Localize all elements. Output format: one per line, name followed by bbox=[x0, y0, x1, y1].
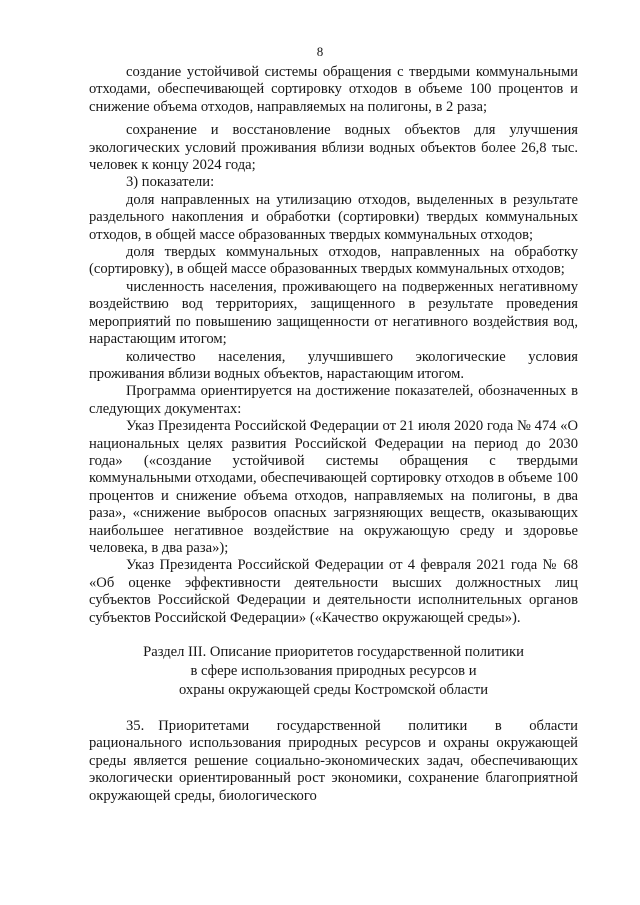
clause-35 bbox=[89, 718, 578, 805]
paragraph-indicators-heading: 3) показатели: bbox=[126, 174, 215, 191]
paragraph-indicator-sorting-share: доля твердых коммунальных отходов, направленных на обработку (сортировку), в общей массе образованных твердых коммунальных отходов; bbox=[89, 244, 578, 278]
section-heading-line-3: охраны окружающей среды Костромской области bbox=[178, 682, 489, 698]
section-heading-line-1: Раздел III. Описание приоритетов государственной политики bbox=[143, 644, 524, 660]
paragraph-indicator-recycling-share: доля направленных на утилизацию отходов, выделенных в результате раздельного накопления и обработки (сортировки) твердых коммунальных отходов, в общей массе образованных твердых коммунальных отходов; bbox=[89, 191, 578, 243]
paragraph-program-orientation: Программа ориентируется на достижение показателей, обозначенных в следующих документах: bbox=[89, 383, 578, 417]
page-number: 8 bbox=[316, 44, 324, 59]
paragraph-indicator-improved-population: количество населения, улучшившего экологические условия проживания вблизи водных объектов, нарастающим итогом. bbox=[89, 348, 578, 382]
paragraph-indicator-protected-population: численность населения, проживающего на подверженных негативному воздействию вод территориях, защищенного в результате проведения мероприятий по повышению защищенности от негативного воздействия вод, нарастающим итогом; bbox=[89, 278, 578, 348]
paragraph-decree-68: Указ Президента Российской Федерации от 4 февраля 2021 года № 68 «Об оценке эффективности деятельности высших должностных лиц субъектов Российской Федерации и деятельности исполнительных органов субъектов Российской Федерации» («Качество окружающей среды»). bbox=[89, 557, 578, 626]
paragraph-waste-system-goal: создание устойчивой системы обращения с твердыми коммунальными отходами, обеспечивающей сортировку отходов в объеме 100 процентов и снижение объема отходов, направляемых на полигоны, в 2 раза; bbox=[89, 64, 578, 115]
clause-text: Приоритетами государственной политики в области рационального использования природных ресурсов и охраны окружающей среды является решение социально-экономических задач, обеспечивающих экологически ориентированный рост экономики, сохранение благоприятной окружающей среды, биологического bbox=[89, 718, 578, 804]
section-heading-line-2: в сфере использования природных ресурсов и bbox=[190, 663, 477, 679]
paragraph-decree-474: Указ Президента Российской Федерации от 21 июля 2020 года № 474 «О национальных целях развития Российской Федерации на период до 2030 года» («создание устойчивой системы обращения с твердыми коммунальными отходами, обеспечивающей сортировку отходов в объеме 100 процентов и снижение объема отходов, направляемых на полигоны, в два раза», «снижение выбросов опасных загрязняющих веществ, оказывающих наибольшее негативное воздействие на окружающую среду и здоровье человека, в два раза»); bbox=[89, 418, 578, 556]
paragraph-water-objects-goal: сохранение и восстановление водных объектов для улучшения экологических условий проживания вблизи водных объектов более 26,8 тыс. человек к концу 2024 года; bbox=[89, 122, 578, 174]
document-body bbox=[89, 64, 578, 805]
clause-number: 35. bbox=[126, 718, 145, 734]
section-heading bbox=[89, 643, 578, 700]
